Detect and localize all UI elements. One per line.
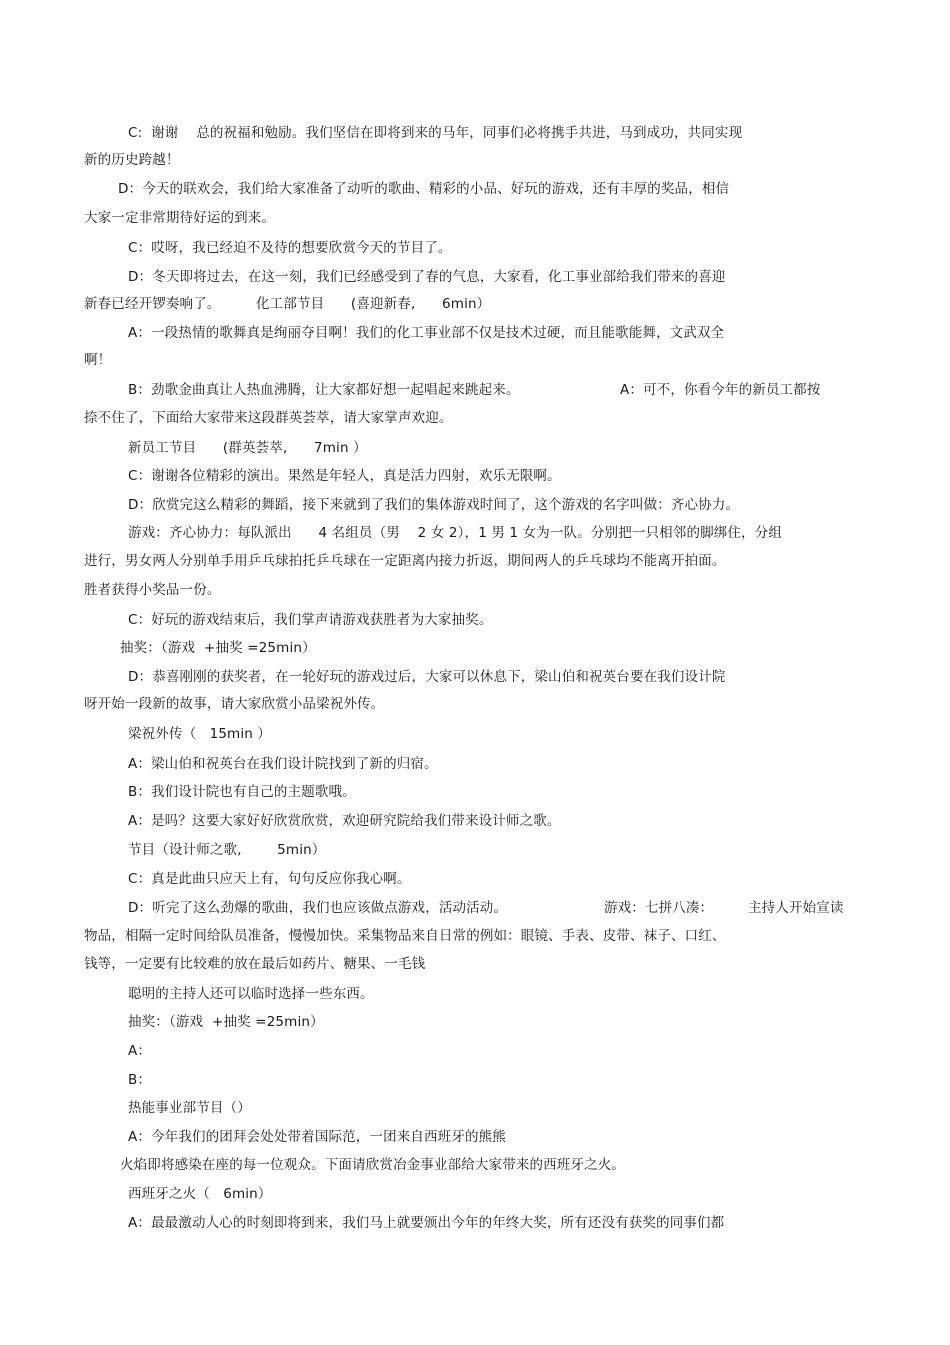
text-line: 新员工节目 (群英荟萃, 7min ） (128, 440, 367, 456)
text-line: 抽奖：（游戏 +抽奖 =25min） (128, 1014, 324, 1030)
text-line: A：今年我们的团拜会处处带着国际范，一团来自西班牙的熊熊 (128, 1129, 506, 1145)
text-line: 节目（设计师之歌, 5min） (128, 842, 326, 858)
text-line: B：劲歌金曲真让人热血沸腾，让大家都好想一起唱起来跳起来。 (128, 382, 520, 398)
text-line: 抽奖：（游戏 +抽奖 =25min） (120, 640, 316, 656)
text-line: D：欣赏完这么精彩的舞蹈，接下来就到了我们的集体游戏时间了，这个游戏的名字叫做：齐心协力。 (128, 497, 740, 513)
text-line: 大家一定非常期待好运的到来。 (84, 210, 276, 226)
text-line: 新的历史跨越！ (84, 152, 180, 168)
text-line: 梁祝外传（ 15min ） (128, 726, 272, 742)
text-line: 聪明的主持人还可以临时选择一些东西。 (128, 986, 374, 1002)
text-line: 捺不住了，下面给大家带来这段群英荟萃，请大家掌声欢迎。 (84, 410, 453, 426)
text-line: A：一段热情的歌舞真是绚丽夺目啊！我们的化工事业部不仅是技术过硬，而且能歌能舞，文武双全 (128, 325, 725, 341)
text-line: D：冬天即将过去，在这一刻，我们已经感受到了春的气息，大家看，化工事业部给我们带来的喜迎 (128, 269, 726, 285)
text-line: 胜者获得小奖品一份。 (84, 582, 221, 598)
text-line: 物品，相隔一定时间给队员准备，慢慢加快。采集物品来自日常的例如：眼镜、手表、皮带、袜子、口红、 (84, 928, 726, 944)
text-line: C：好玩的游戏结束后，我们掌声请游戏获胜者为大家抽奖。 (128, 612, 493, 628)
text-line: A：是吗？这要大家好好欣赏欣赏，欢迎研究院给我们带来设计师之歌。 (128, 813, 561, 829)
text-line: B：我们设计院也有自己的主题歌哦。 (128, 784, 356, 800)
text-line: 新春已经开锣奏响了。 化工部节目 (喜迎新春, 6min） (84, 296, 491, 312)
text-line: D：恭喜刚刚的获奖者，在一轮好玩的游戏过后，大家可以休息下，梁山伯和祝英台要在我们设计院 (128, 669, 726, 685)
text-line: D：听完了这么劲爆的歌曲，我们也应该做点游戏，活动活动。 (128, 900, 508, 916)
text-line: 热能事业部节目（） (128, 1100, 251, 1116)
text-line: 西班牙之火（ 6min） (128, 1186, 272, 1202)
text-line: 主持人开始宣读 (748, 900, 844, 916)
text-line: C: 谢谢 总的祝福和勉励。我们坚信在即将到来的马年，同事们必将携手共进，马到成功，共同实现 (128, 125, 743, 141)
text-line: 游戏：七拼八凑： (604, 900, 714, 916)
text-line: 钱等，一定要有比较难的放在最后如药片、糖果、一毛钱 (84, 956, 426, 972)
text-line: C：谢谢各位精彩的演出。果然是年轻人，真是活力四射，欢乐无限啊。 (128, 468, 561, 484)
text-line: A：梁山伯和祝英台在我们设计院找到了新的归宿。 (128, 756, 438, 772)
text-line: A： (128, 1043, 152, 1059)
text-line: C：哎呀，我已经迫不及待的想要欣赏今天的节目了。 (128, 240, 452, 256)
text-line: 火焰即将感染在座的每一位观众。下面请欣赏冶金事业部给大家带来的西班牙之火。 (120, 1157, 626, 1173)
text-line: A：可不，你看今年的新员工都按 (620, 382, 821, 398)
text-line: 进行，男女两人分别单手用乒乓球拍托乒乓球在一定距离内接力折返，期间两人的乒乓球均不能离开拍面。 (84, 553, 726, 569)
text-line: C：真是此曲只应天上有，句句反应你我心啊。 (128, 871, 411, 887)
text-line: 啊！ (84, 352, 112, 368)
text-line: D：今天的联欢会，我们给大家准备了动听的歌曲、精彩的小品、好玩的游戏，还有丰厚的奖品，相信 (118, 181, 730, 197)
text-line: B： (128, 1072, 152, 1088)
text-line: 呀开始一段新的故事，请大家欣赏小品梁祝外传。 (84, 696, 385, 712)
text-line: 游戏：齐心协力：每队派出 4 名组员（男 2 女 2），1 男 1 女为一队。分别把一只相邻的脚绑住，分组 (128, 525, 783, 541)
text-line: A：最最激动人心的时刻即将到来，我们马上就要颁出今年的年终大奖，所有还没有获奖的同事们都 (128, 1215, 725, 1231)
